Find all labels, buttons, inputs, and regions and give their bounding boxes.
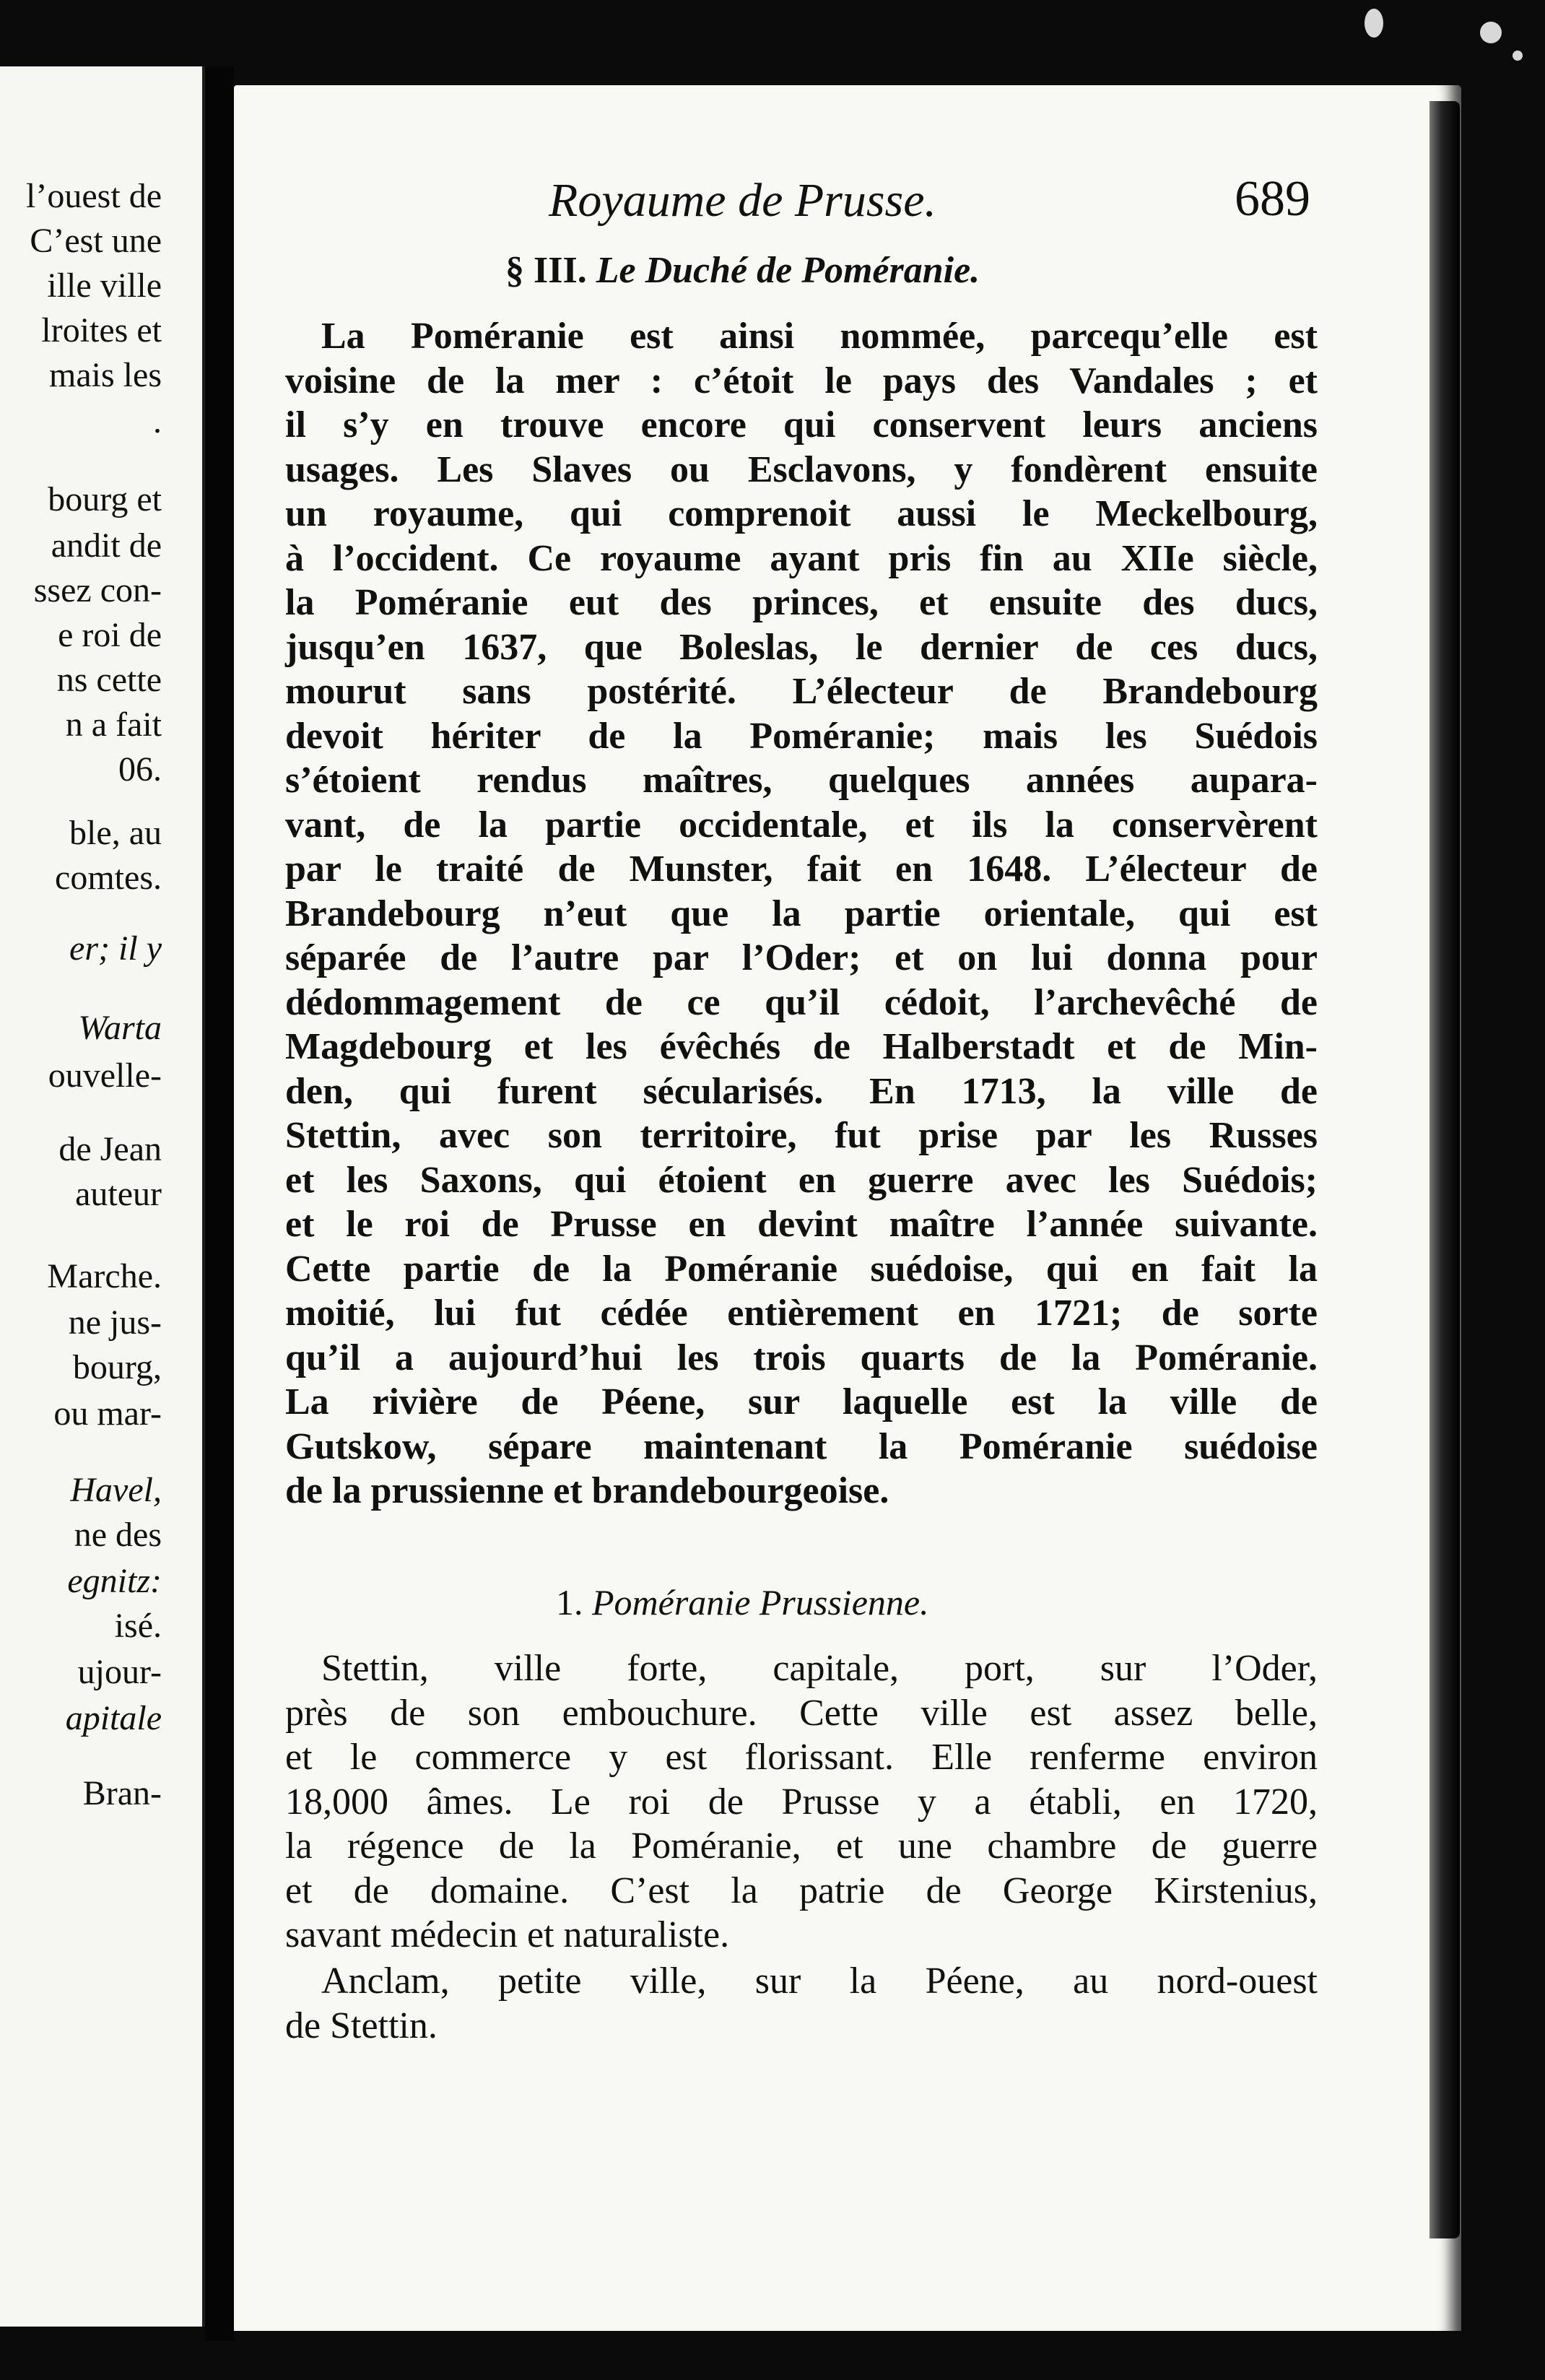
facing-page-line: auteur: [75, 1175, 162, 1213]
running-head: Royaume de Prusse.: [549, 174, 937, 227]
text-line: et le commerce y est florissant. Elle renferme environ: [285, 1737, 1318, 1778]
text-line: dédommagement de ce qu’il cédoit, l’archevêché de: [285, 981, 1318, 1023]
book-gutter: [205, 66, 234, 2341]
facing-page-line: egnitz:: [67, 1562, 162, 1600]
text-line: de Stettin.: [285, 2005, 438, 2046]
text-line: savant médecin et naturaliste.: [285, 1914, 730, 1955]
facing-page-line: de Jean: [58, 1130, 162, 1168]
facing-page-line: Marche.: [47, 1257, 162, 1295]
text-line: Cette partie de la Poméranie suédoise, qui en fait la: [285, 1248, 1318, 1290]
facing-page-line: Warta: [78, 1009, 162, 1047]
text-line: 18,000 âmes. Le roi de Prusse y a établi, en 1720,: [285, 1781, 1318, 1823]
page-number: 689: [1235, 171, 1310, 227]
text-line: s’étoient rendus maîtres, quelques années aupara-: [285, 760, 1318, 801]
facing-page-line: mais les: [49, 356, 162, 394]
text-line: devoit hériter de la Poméranie; mais les Suédois: [285, 715, 1318, 757]
facing-page-line: Bran-: [82, 1774, 162, 1812]
facing-page-line: Havel,: [70, 1471, 162, 1509]
text-line: La rivière de Péene, sur laquelle est la ville de: [285, 1381, 1318, 1423]
text-line: la régence de la Poméranie, et une chambre de guerre: [285, 1825, 1318, 1867]
facing-page-line: ssez con-: [33, 571, 162, 609]
page-edge: [1429, 101, 1460, 2238]
text-line: et le roi de Prusse en devint maître l’année suivante.: [285, 1204, 1318, 1245]
text-line: moitié, lui fut cédée entièrement en 1721; de sorte: [285, 1293, 1318, 1334]
section-title-text: Le Duché de Poméranie.: [596, 250, 980, 291]
text-line: mourut sans postérité. L’électeur de Brandebourg: [285, 671, 1318, 712]
facing-page-line: n a fait: [65, 705, 162, 744]
text-line: Anclam, petite ville, sur la Péene, au nord-ouest: [321, 1960, 1318, 2002]
facing-page-fragment: [0, 66, 205, 2327]
facing-page-line: ouvelle-: [48, 1056, 162, 1095]
subheading-number: 1.: [556, 1582, 583, 1623]
text-line: Stettin, avec son territoire, fut prise par les Russes: [285, 1115, 1318, 1156]
section-prefix: § III.: [505, 250, 587, 291]
text-line: et les Saxons, qui étoient en guerre avec les Suédois;: [285, 1159, 1318, 1201]
text-line: et de domaine. C’est la patrie de George Kirstenius,: [285, 1869, 1318, 1911]
text-line: à l’occident. Ce royaume ayant pris fin au XIIe siècle,: [285, 537, 1318, 579]
text-line: la Poméranie eut des princes, et ensuite des ducs,: [285, 582, 1318, 623]
text-line: près de son embouchure. Cette ville est assez belle,: [285, 1692, 1318, 1734]
text-line: La Poméranie est ainsi nommée, parcequ’elle est: [321, 316, 1318, 357]
scan-speck: [1480, 22, 1502, 43]
facing-page-line: e roi de: [58, 616, 162, 654]
text-line: il s’y en trouve encore qui conservent leurs anciens: [285, 404, 1318, 446]
facing-page-line: ns cette: [56, 661, 162, 699]
text-line: Magdebourg et les évêchés de Halberstadt et de Min-: [285, 1026, 1318, 1067]
facing-page-line: isé.: [114, 1607, 162, 1645]
text-line: Stettin, ville forte, capitale, port, sur l’Oder,: [321, 1648, 1318, 1689]
text-line: jusqu’en 1637, que Boleslas, le dernier de ces ducs,: [285, 626, 1318, 668]
text-line: séparée de l’autre par l’Oder; et on lui donna pour: [285, 937, 1318, 978]
text-line: un royaume, qui comprenoit aussi le Meckelbourg,: [285, 493, 1318, 534]
facing-page-line: l’ouest de: [26, 177, 162, 215]
facing-page-line: apitale: [65, 1699, 162, 1737]
facing-page-line: 06.: [118, 750, 162, 789]
scan-speck: [1513, 51, 1523, 61]
facing-page-line: C’est une: [30, 222, 162, 260]
facing-page-line: ne jus-: [68, 1303, 162, 1342]
facing-page-line: ou mar-: [53, 1394, 162, 1433]
text-line: par le traité de Munster, fait en 1648. L’électeur de: [285, 848, 1318, 890]
facing-page-line: comtes.: [55, 859, 162, 897]
text-line: de la prussienne et brandebourgeoise.: [285, 1470, 889, 1511]
scan-speck: [1365, 9, 1383, 38]
text-line: vant, de la partie occidentale, et ils la conservèrent: [285, 804, 1318, 846]
facing-page-line: bourg et: [48, 480, 162, 518]
facing-page-line: ille ville: [47, 266, 162, 305]
facing-page-line: lroites et: [41, 311, 162, 349]
text-line: usages. Les Slaves ou Esclavons, y fondèrent ensuite: [285, 448, 1318, 490]
subheading-title: Poméranie Prussienne.: [592, 1582, 929, 1623]
text-line: den, qui furent sécularisés. En 1713, la ville de: [285, 1070, 1318, 1112]
text-line: qu’il a aujourd’hui les trois quarts de la Poméranie.: [285, 1337, 1318, 1378]
facing-page-line: er; il y: [69, 929, 162, 968]
subheading: [556, 1581, 929, 1623]
text-line: Gutskow, sépare maintenant la Poméranie suédoise: [285, 1425, 1318, 1467]
facing-page-line: .: [153, 402, 162, 440]
facing-page-line: ujour-: [77, 1653, 162, 1691]
text-line: Brandebourg n’eut que la partie orientale, qui est: [285, 892, 1318, 934]
section-title: [505, 249, 980, 292]
facing-page-line: ne des: [74, 1516, 162, 1554]
facing-page-line: ble, au: [69, 814, 162, 852]
text-line: voisine de la mer : c’étoit le pays des Vandales ; et: [285, 360, 1318, 401]
facing-page-line: andit de: [51, 526, 162, 565]
facing-page-line: bourg,: [72, 1348, 162, 1386]
